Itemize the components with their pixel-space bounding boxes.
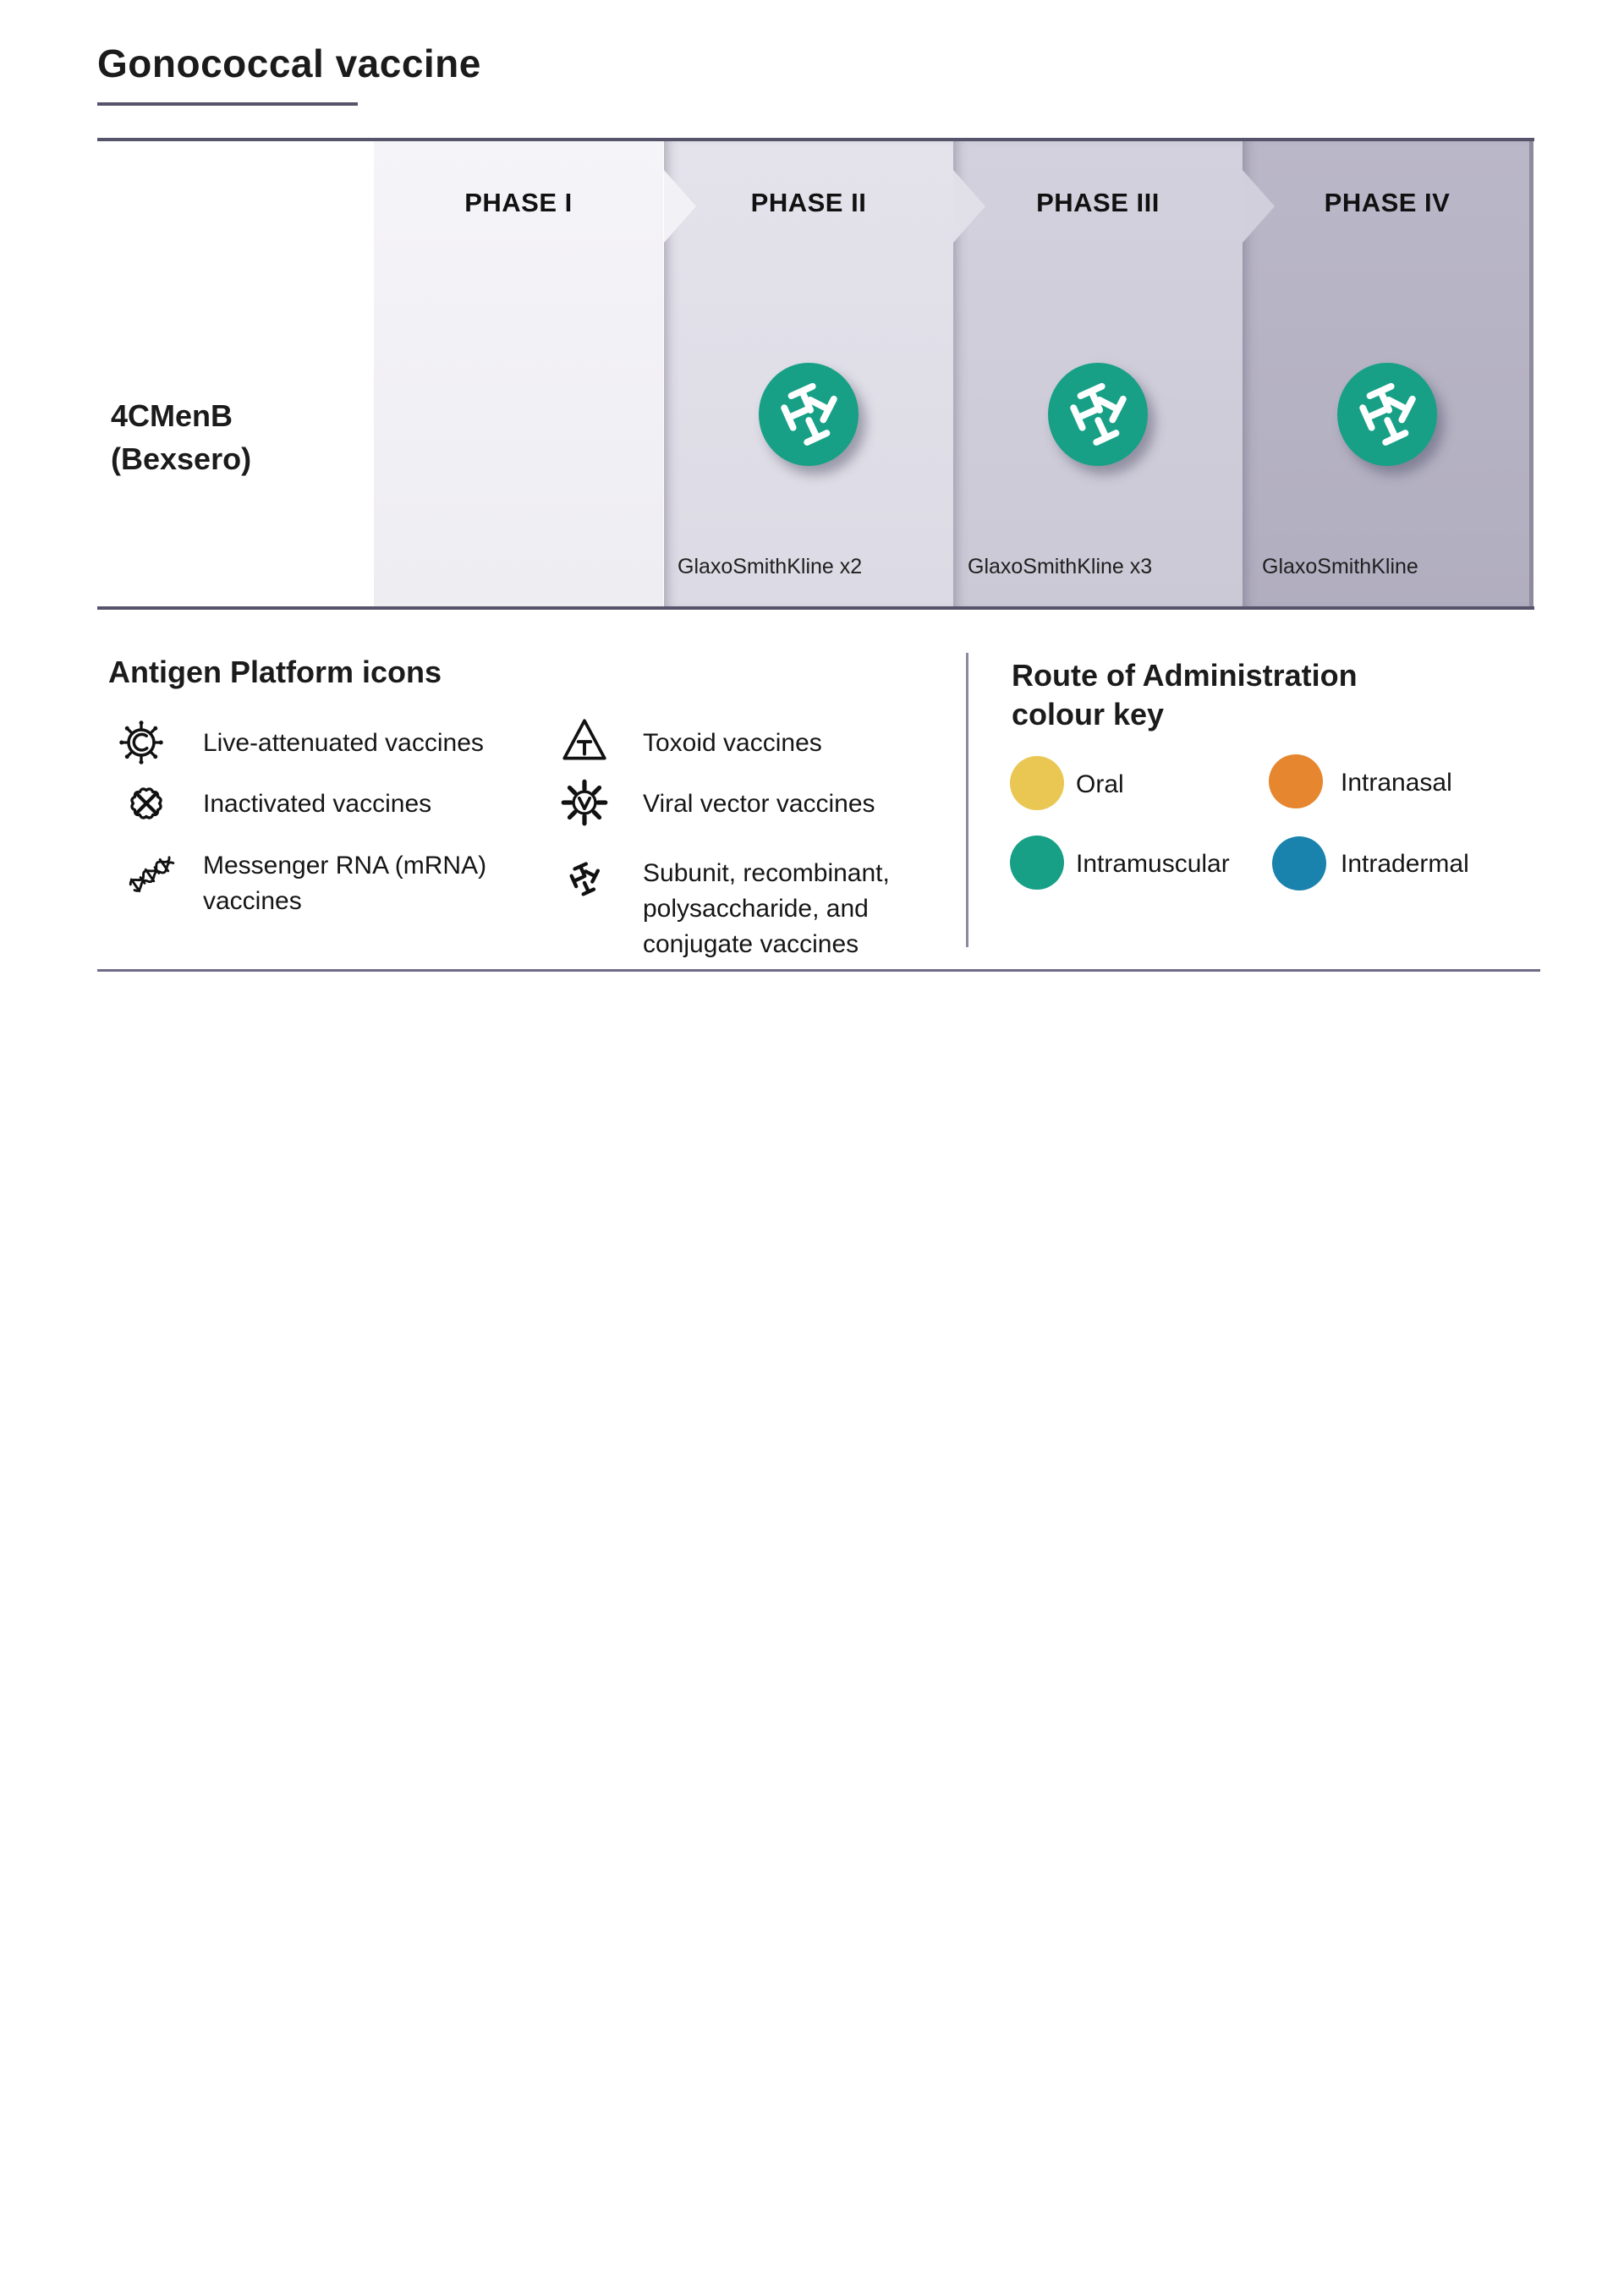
- phase-column-4-edge: [1529, 141, 1533, 606]
- phase-header-2: PHASE II: [750, 188, 867, 217]
- route-key-title-line: Route of Administration: [1012, 658, 1358, 693]
- vaccine-name: 4CMenB: [111, 398, 233, 433]
- antigen-legend-title: Antigen Platform icons: [108, 655, 442, 689]
- phase-column-1: [374, 141, 663, 606]
- toxoid-icon: [558, 715, 611, 767]
- legend-item-label: Inactivated vaccines: [203, 790, 432, 818]
- route-key-title-line: colour key: [1012, 697, 1165, 732]
- subunit-glyph-icon: [1048, 363, 1148, 466]
- intranasal-swatch-icon: [1269, 754, 1323, 808]
- inactivated-icon: [120, 777, 173, 830]
- legend-bottom-rule: [97, 969, 1540, 972]
- vaccine-dot-phase4 subunit-intramuscular-icon: [1337, 363, 1437, 466]
- vaccine-row-label: [111, 394, 251, 480]
- mrna-icon: [123, 849, 176, 901]
- legend-item-label-line: polysaccharide, and: [643, 895, 869, 923]
- oral-swatch-icon: [1010, 756, 1064, 810]
- page-title: Gonococcal vaccine: [97, 41, 481, 85]
- intramuscular-swatch-icon: [1010, 836, 1064, 890]
- live-attenuated-icon: [115, 716, 167, 769]
- vaccine-dot-phase3 subunit-intramuscular-icon: [1048, 363, 1148, 466]
- route-key-title: [1012, 656, 1358, 734]
- intradermal-swatch-icon: [1272, 836, 1326, 890]
- legend-item-label-line: Messenger RNA (mRNA): [203, 852, 487, 879]
- subunit-glyph-icon: [1337, 363, 1437, 466]
- legend-item-label-line: vaccines: [203, 887, 302, 915]
- vaccine-dot-phase2 subunit-intramuscular-icon: [759, 363, 859, 466]
- route-label-intradermal: Intradermal: [1341, 850, 1469, 878]
- subunit-glyph-icon: [759, 363, 859, 466]
- legend-item-label: [203, 848, 486, 919]
- legend-item-label-line: Subunit, recombinant,: [643, 859, 890, 887]
- route-label-oral: Oral: [1076, 770, 1124, 798]
- legend-divider: [966, 653, 968, 947]
- phase-header-3: PHASE III: [1036, 188, 1160, 217]
- phase-header-4: PHASE IV: [1324, 188, 1451, 217]
- sponsor-label-phase3: GlaxoSmithKline x3: [968, 555, 1153, 578]
- sponsor-label-phase4: GlaxoSmithKline: [1262, 555, 1418, 578]
- legend-item-label: Toxoid vaccines: [643, 729, 822, 757]
- viral-vector-icon: [558, 776, 611, 829]
- legend-item-label: [643, 856, 890, 962]
- title-underline: [97, 102, 358, 106]
- legend-item-label-line: conjugate vaccines: [643, 930, 859, 958]
- route-label-intramuscular: Intramuscular: [1076, 850, 1230, 878]
- legend-item-label: Viral vector vaccines: [643, 790, 875, 818]
- subunit-icon: [560, 854, 609, 903]
- sponsor-label-phase2: GlaxoSmithKline x2: [678, 555, 863, 578]
- vaccine-brand: (Bexsero): [111, 441, 252, 476]
- phase-header-1: PHASE I: [464, 188, 573, 217]
- route-label-intranasal: Intranasal: [1341, 769, 1452, 797]
- legend-item-label: Live-attenuated vaccines: [203, 729, 484, 757]
- table-bottom-rule: [97, 606, 1534, 610]
